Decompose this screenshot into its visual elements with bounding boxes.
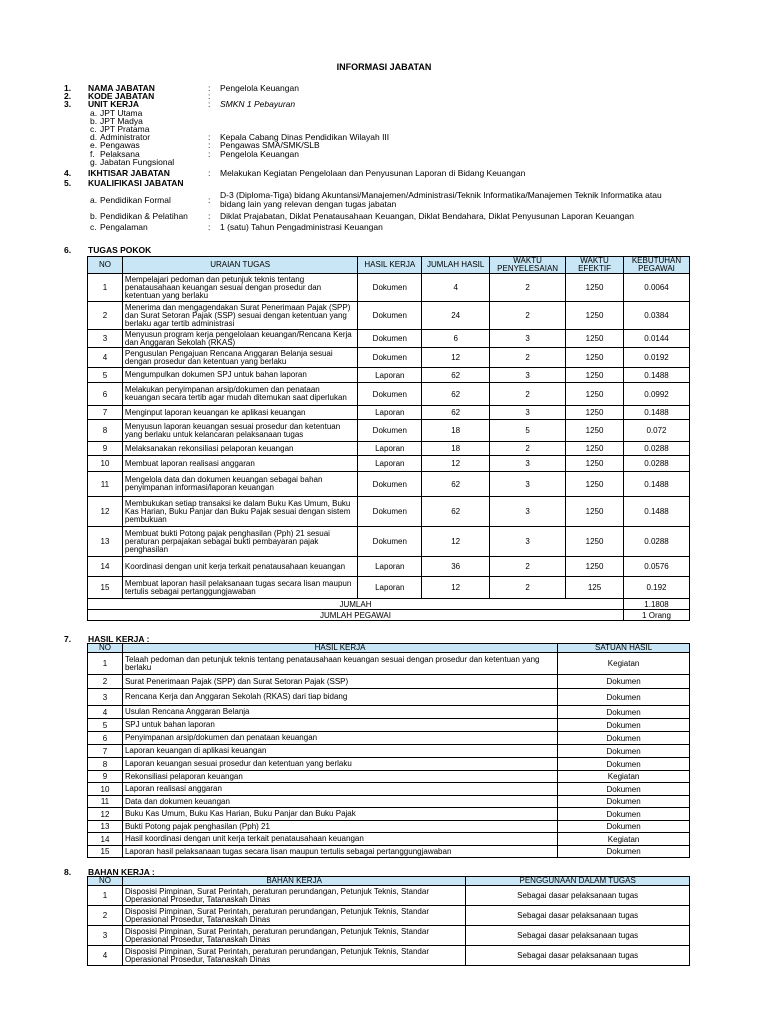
column-header: NO xyxy=(88,257,123,274)
sub-label: JPT Madya xyxy=(100,115,143,126)
table-cell: 18 xyxy=(422,420,490,442)
table-row xyxy=(88,926,690,946)
table-cell: 2 xyxy=(88,302,123,330)
table-cell: Dokumen xyxy=(558,846,690,858)
table-cell: 0.1488 xyxy=(624,368,690,383)
table-cell: 1 xyxy=(88,274,123,302)
table-cell: Dokumen xyxy=(558,675,690,689)
table-cell: Laporan hasil pelaksanaan tugas secara lisan maupun tertulis sebagai pertanggungjawaban xyxy=(122,846,557,858)
table-cell: Disposisi Pimpinan, Surat Perintah, peraturan perundangan, Petunjuk Teknis, Standar Operasional Prosedur, Tatanaskah Dinas xyxy=(122,946,465,966)
table-cell: Telaah pedoman dan petunjuk teknis tentang penatausahaan keuangan sesuai dengan prosedur dan ketentuan yang berlaku xyxy=(122,653,557,675)
table-cell: 1250 xyxy=(566,406,624,420)
table-cell: 1 xyxy=(88,886,123,906)
table-cell: Dokumen xyxy=(358,497,422,527)
sub-label: Pengawas xyxy=(100,140,140,151)
column-header: NO xyxy=(88,877,123,886)
table-cell: 4 xyxy=(88,946,123,966)
sub-value: 1 (satu) Tahun Pengadministrasi Keuangan xyxy=(220,222,383,233)
section-number: 6. xyxy=(64,245,72,255)
column-header: NO xyxy=(88,644,123,653)
table-cell: 2 xyxy=(490,274,566,302)
table-cell: Dokumen xyxy=(558,719,690,732)
column-header: HASIL KERJA xyxy=(122,644,557,653)
table-cell: Dokumen xyxy=(558,758,690,771)
table-row xyxy=(88,808,690,821)
hasil-table xyxy=(87,643,690,858)
table-row xyxy=(88,368,690,383)
table-cell: 3 xyxy=(490,330,566,348)
table-cell: 125 xyxy=(566,577,624,599)
table-cell: Laporan xyxy=(358,577,422,599)
info-subrow xyxy=(64,158,680,166)
sub-value: Diklat Prajabatan, Diklat Penatausahaan Keuangan, Diklat Bendahara, Diklat Penyusunan Laporan Keuangan xyxy=(220,210,634,221)
sub-value: Pengawas SMA/SMK/SLB xyxy=(220,140,320,151)
table-row xyxy=(88,653,690,675)
item-value: Pengelola Keuangan xyxy=(220,83,299,93)
table-cell: Menyusun laporan keuangan sesuai prosedur dan ketentuan yang berlaku untuk kelancaran pelaksanaan tugas xyxy=(122,420,357,442)
table-cell: Laporan keuangan di aplikasi keuangan xyxy=(122,745,557,758)
table-cell: Laporan keuangan sesuai prosedur dan ketentuan yang berlaku xyxy=(122,758,557,771)
table-row xyxy=(88,732,690,745)
item-value: SMKN 1 Pebayuran xyxy=(220,99,296,110)
sub-letter: f. xyxy=(90,148,95,159)
table-cell: Kegiatan xyxy=(558,653,690,675)
table-cell: 11 xyxy=(88,472,123,497)
sub-label: Pendidikan & Pelatihan xyxy=(100,210,188,221)
item-value: Melakukan Kegiatan Pengelolaan dan Penyusunan Laporan di Bidang Keuangan xyxy=(220,168,526,179)
table-row xyxy=(88,330,690,348)
table-row xyxy=(88,706,690,719)
table-cell: Dokumen xyxy=(358,330,422,348)
table-row xyxy=(88,557,690,577)
table-cell: 0.0288 xyxy=(624,456,690,472)
table-cell: 4 xyxy=(422,274,490,302)
table-cell: 1250 xyxy=(566,330,624,348)
table-cell: Disposisi Pimpinan, Surat Perintah, peraturan perundangan, Petunjuk Teknis, Standar Operasional Prosedur, Tatanaskah Dinas xyxy=(122,886,465,906)
table-cell: Dokumen xyxy=(558,821,690,833)
table-cell: Mengelola data dan dokumen keuangan sebagai bahan penyimpanan informasi/laporan keuangan xyxy=(122,472,357,497)
table-cell: Laporan xyxy=(358,557,422,577)
table-cell: 2 xyxy=(490,577,566,599)
table-cell: 0.1488 xyxy=(624,472,690,497)
table-cell: Sebagai dasar pelaksanaan tugas xyxy=(466,946,690,966)
colon: : xyxy=(208,132,211,143)
colon: : xyxy=(208,222,211,233)
table-row xyxy=(88,302,690,330)
summary-value: 1 Orang xyxy=(624,610,690,621)
table-cell: 3 xyxy=(490,527,566,557)
table-cell: Bukti Potong pajak penghasilan (Pph) 21 xyxy=(122,821,557,833)
job-info xyxy=(64,84,680,231)
table-cell: 62 xyxy=(422,368,490,383)
table-cell: Mempelajari pedoman dan petunjuk teknis tentang penatausahaan keuangan sesuai dengan prosedur dan ketentuan yang berlaku xyxy=(122,274,357,302)
table-cell: 24 xyxy=(422,302,490,330)
table-cell: 1 xyxy=(88,653,123,675)
colon: : xyxy=(208,140,211,151)
column-header: URAIAN TUGAS xyxy=(122,257,357,274)
table-cell: Dokumen xyxy=(558,706,690,719)
table-row xyxy=(88,821,690,833)
table-cell: 0.1488 xyxy=(624,406,690,420)
table-cell: 1250 xyxy=(566,302,624,330)
table-cell: Laporan xyxy=(358,406,422,420)
table-row xyxy=(88,946,690,966)
table-cell: 15 xyxy=(88,577,123,599)
table-cell: 12 xyxy=(422,456,490,472)
table-cell: 2 xyxy=(490,383,566,406)
section-label: BAHAN KERJA : xyxy=(88,867,155,877)
table-cell: Membukukan setiap transaksi ke dalam Buku Kas Umum, Buku Kas Harian, Buku Panjar dan Buku Pajak sesuai dengan sistem pembukuan xyxy=(122,497,357,527)
item-number: 3. xyxy=(64,99,72,110)
colon: : xyxy=(208,91,211,102)
table-cell: Buku Kas Umum, Buku Kas Harian, Buku Panjar dan Buku Pajak xyxy=(122,808,557,821)
table-cell: 5 xyxy=(88,719,123,732)
colon: : xyxy=(208,148,211,159)
column-header: SATUAN HASIL xyxy=(558,644,690,653)
sub-value: Pengelola Keuangan xyxy=(220,148,299,159)
table-row xyxy=(88,497,690,527)
table-cell: 18 xyxy=(422,442,490,456)
table-cell: 11 xyxy=(88,796,123,808)
section-tugas-pokok xyxy=(64,245,151,255)
table-cell: Kegiatan xyxy=(558,771,690,783)
sub-letter: c. xyxy=(90,222,97,233)
sub-label: JPT Utama xyxy=(100,107,143,118)
table-cell: 13 xyxy=(88,527,123,557)
table-row xyxy=(88,442,690,456)
section-label: TUGAS POKOK xyxy=(88,245,152,255)
table-cell: Dokumen xyxy=(358,527,422,557)
table-cell: 3 xyxy=(490,406,566,420)
table-cell: Dokumen xyxy=(558,783,690,796)
table-cell: 0.0064 xyxy=(624,274,690,302)
table-cell: 6 xyxy=(88,383,123,406)
table-cell: 3 xyxy=(490,368,566,383)
table-cell: 9 xyxy=(88,771,123,783)
table-cell: 1250 xyxy=(566,472,624,497)
table-cell: Dokumen xyxy=(558,808,690,821)
table-cell: 62 xyxy=(422,497,490,527)
info-subrow xyxy=(64,191,680,207)
info-subrow xyxy=(64,141,680,149)
table-row xyxy=(88,577,690,599)
table-cell: 0.0384 xyxy=(624,302,690,330)
table-cell: 3 xyxy=(88,689,123,706)
sub-letter: b. xyxy=(90,210,98,221)
column-header: HASIL KERJA xyxy=(358,257,422,274)
table-cell: 3 xyxy=(88,330,123,348)
colon: : xyxy=(208,194,211,205)
table-cell: 5 xyxy=(490,420,566,442)
table-cell: 0.0144 xyxy=(624,330,690,348)
table-cell: 6 xyxy=(422,330,490,348)
table-row xyxy=(88,796,690,808)
table-row xyxy=(88,406,690,420)
table-cell: 62 xyxy=(422,383,490,406)
info-row-ikhtisar xyxy=(64,169,680,177)
table-row xyxy=(88,348,690,368)
table-row xyxy=(88,383,690,406)
info-subrow xyxy=(64,223,680,231)
table-cell: 2 xyxy=(490,302,566,330)
summary-row xyxy=(88,610,690,621)
info-row-unit xyxy=(64,100,680,108)
table-cell: 36 xyxy=(422,557,490,577)
column-header: BAHAN KERJA xyxy=(122,877,465,886)
table-cell: Dokumen xyxy=(358,420,422,442)
info-subrow xyxy=(64,133,680,141)
item-label: UNIT KERJA xyxy=(88,99,140,110)
table-cell: Laporan xyxy=(358,456,422,472)
table-cell: 0.0288 xyxy=(624,442,690,456)
tugas-table xyxy=(87,256,690,621)
sub-label: Jabatan Fungsional xyxy=(100,156,175,167)
table-row xyxy=(88,758,690,771)
column-header: PENGGUNAAN DALAM TUGAS xyxy=(466,877,690,886)
colon: : xyxy=(208,83,211,93)
table-row xyxy=(88,846,690,858)
table-cell: Kegiatan xyxy=(558,833,690,846)
item-label: NAMA JABATAN xyxy=(88,83,155,93)
table-cell: SPJ untuk bahan laporan xyxy=(122,719,557,732)
sub-value: D-3 (Diploma-Tiga) bidang Akuntansi/Manajemen/Administrasi/Teknik Informatika/Manajemen Teknik Informatika atau bidang lain yang relevan dengan tugas jabatan xyxy=(220,190,662,209)
item-label: KUALIFIKASI JABATAN xyxy=(88,178,184,189)
table-cell: Dokumen xyxy=(358,274,422,302)
sub-value: Kepala Cabang Dinas Pendidikan Wilayah III xyxy=(220,132,390,143)
column-header: WAKTU EFEKTIF xyxy=(566,257,624,274)
table-cell: Menerima dan mengagendakan Surat Penerimaan Pajak (SPP) dan Surat Setoran Pajak (SSP) sesuai dengan ketentuan yang berlaku agar tertib administrasi xyxy=(122,302,357,330)
table-cell: Laporan xyxy=(358,442,422,456)
table-cell: 5 xyxy=(88,368,123,383)
table-cell: 0.192 xyxy=(624,577,690,599)
info-row-kualifikasi xyxy=(64,179,680,187)
table-cell: 10 xyxy=(88,456,123,472)
table-row xyxy=(88,783,690,796)
table-cell: 62 xyxy=(422,406,490,420)
table-cell: 12 xyxy=(88,497,123,527)
info-row-kode xyxy=(64,92,680,100)
table-cell: 0.1488 xyxy=(624,497,690,527)
sub-letter: a. xyxy=(90,194,98,205)
table-cell: Sebagai dasar pelaksanaan tugas xyxy=(466,886,690,906)
table-cell: Data dan dokumen keuangan xyxy=(122,796,557,808)
colon: : xyxy=(208,210,211,221)
table-cell: Dokumen xyxy=(558,745,690,758)
table-cell: Hasil koordinasi dengan unit kerja terkait penatausahaan keuangan xyxy=(122,833,557,846)
table-row xyxy=(88,719,690,732)
table-cell: 3 xyxy=(88,926,123,946)
sub-label: Pengalaman xyxy=(100,222,148,233)
column-header: KEBUTUHAN PEGAWAI xyxy=(624,257,690,274)
section-number: 7. xyxy=(64,634,72,644)
table-cell: Koordinasi dengan unit kerja terkait penatausahaan keuangan xyxy=(122,557,357,577)
table-cell: 8 xyxy=(88,758,123,771)
info-row-nama xyxy=(64,84,680,92)
table-cell: Melakukan penyimpanan arsip/dokumen dan penataan keuangan secara tertib agar mudah ditemukan saat diperlukan xyxy=(122,383,357,406)
table-cell: 0.0576 xyxy=(624,557,690,577)
table-row xyxy=(88,274,690,302)
table-cell: Dokumen xyxy=(358,383,422,406)
summary-row xyxy=(88,599,690,610)
table-cell: 12 xyxy=(88,808,123,821)
colon: : xyxy=(208,99,211,110)
info-subrow xyxy=(64,212,680,220)
table-cell: 0.0288 xyxy=(624,527,690,557)
sub-letter: c. xyxy=(90,124,97,135)
table-cell: Usulan Rencana Anggaran Belanja xyxy=(122,706,557,719)
table-cell: 12 xyxy=(422,577,490,599)
table-cell: 13 xyxy=(88,821,123,833)
item-label: KODE JABATAN xyxy=(88,91,155,102)
document-title: INFORMASI JABATAN xyxy=(336,62,432,72)
table-header-row xyxy=(88,644,690,653)
table-cell: 7 xyxy=(88,406,123,420)
table-cell: 14 xyxy=(88,833,123,846)
table-cell: Dokumen xyxy=(558,732,690,745)
table-cell: Menyusun program kerja pengelolaan keuangan/Rencana Kerja dan Anggaran Sekolah (RKAS) xyxy=(122,330,357,348)
table-cell: 3 xyxy=(490,456,566,472)
table-cell: 4 xyxy=(88,348,123,368)
table-cell: Sebagai dasar pelaksanaan tugas xyxy=(466,906,690,926)
sub-letter: a. xyxy=(90,107,98,118)
table-cell: 10 xyxy=(88,783,123,796)
table-cell: 1250 xyxy=(566,348,624,368)
table-cell: 1250 xyxy=(566,497,624,527)
table-cell: Rencana Kerja dan Anggaran Sekolah (RKAS) dari tiap bidang xyxy=(122,689,557,706)
table-cell: 7 xyxy=(88,745,123,758)
table-cell: 4 xyxy=(88,706,123,719)
sub-letter: g. xyxy=(90,156,98,167)
table-cell: Melaksanakan rekonsiliasi pelaporan keuangan xyxy=(122,442,357,456)
section-label: HASIL KERJA : xyxy=(88,634,150,644)
info-subrow xyxy=(64,117,680,125)
table-cell: 2 xyxy=(490,557,566,577)
table-row xyxy=(88,527,690,557)
table-cell: Rekonsiliasi pelaporan keuangan xyxy=(122,771,557,783)
table-cell: 0.0192 xyxy=(624,348,690,368)
table-cell: 2 xyxy=(490,442,566,456)
summary-label: JUMLAH PEGAWAI xyxy=(88,610,624,621)
column-header: WAKTU PENYELESAIAN xyxy=(490,257,566,274)
table-cell: 1250 xyxy=(566,383,624,406)
table-cell: 8 xyxy=(88,420,123,442)
table-cell: 62 xyxy=(422,472,490,497)
table-cell: 12 xyxy=(422,348,490,368)
sub-letter: d. xyxy=(90,132,98,143)
table-cell: 15 xyxy=(88,846,123,858)
table-cell: Dokumen xyxy=(358,472,422,497)
table-cell: 6 xyxy=(88,732,123,745)
item-label: IKHTISAR JABATAN xyxy=(88,168,170,179)
table-cell: Mengumpulkan dokumen SPJ untuk bahan laporan xyxy=(122,368,357,383)
table-row xyxy=(88,833,690,846)
table-cell: 0.072 xyxy=(624,420,690,442)
table-cell: 0.0992 xyxy=(624,383,690,406)
table-cell: 2 xyxy=(88,675,123,689)
bahan-table xyxy=(87,876,690,966)
info-subrow xyxy=(64,109,680,117)
table-cell: 12 xyxy=(422,527,490,557)
table-cell: 14 xyxy=(88,557,123,577)
table-cell: 1250 xyxy=(566,442,624,456)
table-cell: 1250 xyxy=(566,368,624,383)
table-row xyxy=(88,689,690,706)
table-cell: Disposisi Pimpinan, Surat Perintah, peraturan perundangan, Petunjuk Teknis, Standar Operasional Prosedur, Tatanaskah Dinas xyxy=(122,926,465,946)
column-header: JUMLAH HASIL xyxy=(422,257,490,274)
sub-label: Pendidikan Formal xyxy=(100,194,171,205)
sub-label: JPT Pratama xyxy=(100,124,150,135)
table-cell: 1250 xyxy=(566,274,624,302)
table-cell: 1250 xyxy=(566,420,624,442)
table-cell: Membuat bukti Potong pajak penghasilan (Pph) 21 sesuai peraturan perpajakan sebagai bukti pembayaran pajak penghasilan xyxy=(122,527,357,557)
section-number: 8. xyxy=(64,867,72,877)
table-cell: Surat Penerimaan Pajak (SPP) dan Surat Setoran Pajak (SSP) xyxy=(122,675,557,689)
table-cell: Membuat laporan hasil pelaksanaan tugas secara lisan maupun tertulis sebagai pertanggungjawaban xyxy=(122,577,357,599)
table-cell: Dokumen xyxy=(358,348,422,368)
item-number: 1. xyxy=(64,83,72,93)
table-cell: Laporan xyxy=(358,368,422,383)
table-cell: 3 xyxy=(490,472,566,497)
table-row xyxy=(88,906,690,926)
table-cell: Disposisi Pimpinan, Surat Perintah, peraturan perundangan, Petunjuk Teknis, Standar Operasional Prosedur, Tatanaskah Dinas xyxy=(122,906,465,926)
table-cell: Laporan realisasi anggaran xyxy=(122,783,557,796)
table-cell: 1250 xyxy=(566,557,624,577)
table-cell: 3 xyxy=(490,497,566,527)
table-cell: Pengusulan Pengajuan Rencana Anggaran Belanja sesuai dengan prosedur dan ketentuan yang berlaku xyxy=(122,348,357,368)
table-header-row xyxy=(88,257,690,274)
table-row xyxy=(88,886,690,906)
table-cell: Penyimpanan arsip/dokumen dan penataan keuangan xyxy=(122,732,557,745)
table-cell: 1250 xyxy=(566,456,624,472)
table-cell: 2 xyxy=(490,348,566,368)
table-cell: Sebagai dasar pelaksanaan tugas xyxy=(466,926,690,946)
table-cell: 2 xyxy=(88,906,123,926)
sub-letter: e. xyxy=(90,140,98,151)
item-number: 4. xyxy=(64,168,72,179)
summary-label: JUMLAH xyxy=(88,599,624,610)
table-cell: 9 xyxy=(88,442,123,456)
item-number: 2. xyxy=(64,91,72,102)
colon: : xyxy=(208,168,211,179)
table-row xyxy=(88,771,690,783)
summary-value: 1.1808 xyxy=(624,599,690,610)
item-number: 5. xyxy=(64,178,72,189)
table-cell: Dokumen xyxy=(558,689,690,706)
table-cell: 1250 xyxy=(566,527,624,557)
table-cell: Membuat laporan realisasi anggaran xyxy=(122,456,357,472)
table-row xyxy=(88,675,690,689)
sub-label: Administrator xyxy=(100,132,151,143)
sub-label: Pelaksana xyxy=(100,148,140,159)
table-row xyxy=(88,745,690,758)
table-row xyxy=(88,472,690,497)
table-cell: Dokumen xyxy=(358,302,422,330)
table-cell: Dokumen xyxy=(558,796,690,808)
sub-letter: b. xyxy=(90,115,98,126)
table-cell: Menginput laporan keuangan ke aplikasi keuangan xyxy=(122,406,357,420)
table-row xyxy=(88,456,690,472)
table-header-row xyxy=(88,877,690,886)
table-row xyxy=(88,420,690,442)
